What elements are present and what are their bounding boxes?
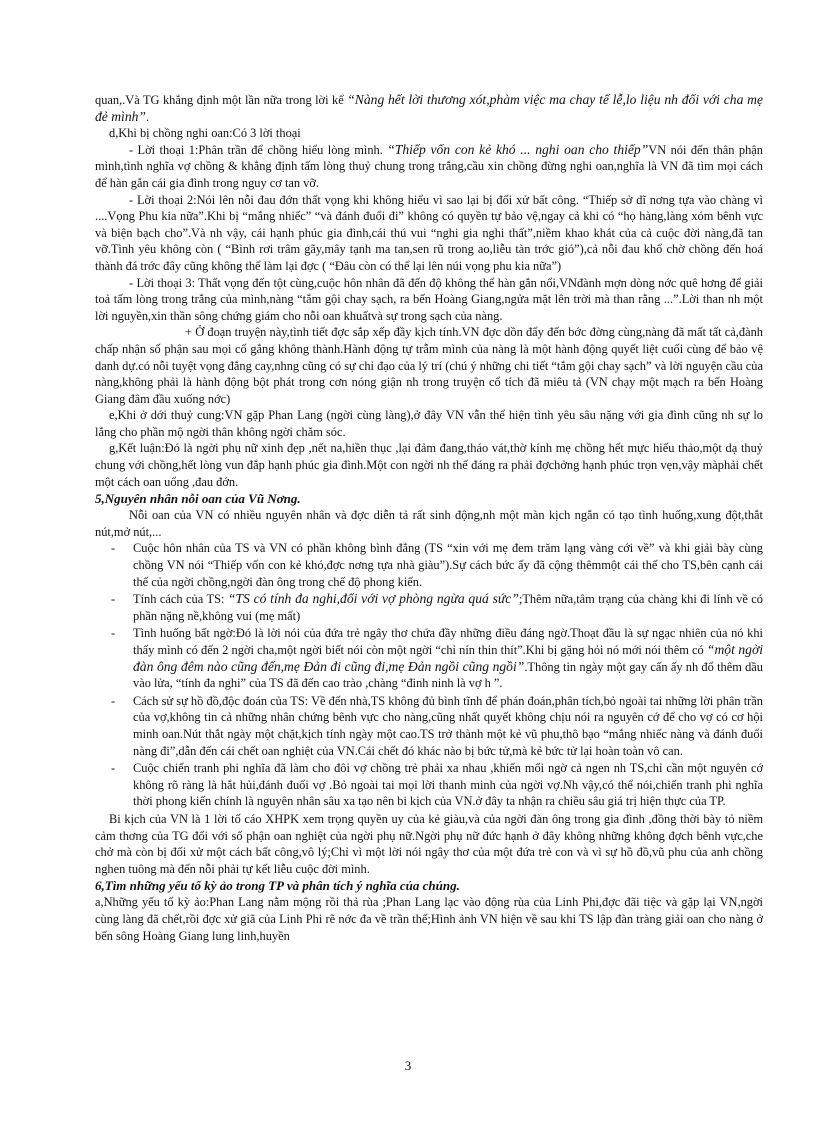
paragraph: Nỗi oan của VN có nhiều nguyên nhân và đợc diễn tả rất sinh động,nh một màn kịch ngắn có tạo tình huống,xung đột,thắt nút,mở nút,... bbox=[95, 508, 763, 539]
subsection-heading: d,Khi bị chồng nghi oan:Có 3 lời thoại bbox=[109, 126, 301, 141]
text-run: Cách sử sự hồ đồ,độc đoán của TS: Về đến nhà,TS không đủ bình tĩnh để phán đoán,phân tích,bỏ ngoài tai những lời phân trần của vợ,không tin cả những nhân chứng bênh vực cho nàng,cũng nhất quyết không chịu nói ra nguyên cớ để cho vợ có cơ hội minh oan.Nút thắt ngày một chặt,kịch tính ngày một cao.TS trở thành một kẻ vũ phu,thô bạo “mắng nhiếc nàng và đánh đuổi nàng đi”,dẫn đến cái chết oan nghiệt của VN.Cái chết đó khác nào bị bức tử,mà kẻ bức tử lại hoàn toàn vô can. bbox=[133, 693, 763, 758]
document-page bbox=[95, 92, 763, 944]
text-run: Cuộc chiến tranh phi nghĩa đã làm cho đôi vợ chồng trẻ phải xa nhau ,khiến mối ngờ cả ngen nh TS,chỉ cần một nguyên cớ không rõ ràng là hắt hủi,đánh đuổi vợ .Bỏ ngoài tai mọi lời thanh minh của ngời vợ.Nh vậy,có thể nói,chiến tranh phi nghĩa thời phong kiến chính là nguyên nhân sâu xa tạo nên bi kịch của VN.ở đây ta nhận ra chiều sâu giá trị hiện thực của TP. bbox=[133, 761, 763, 809]
section-heading-6: 6,Tìm những yếu tố kỳ ảo trong TP và phân tích ý nghĩa của chúng. bbox=[95, 878, 460, 894]
list-item bbox=[95, 760, 763, 810]
text-run: Cuộc hôn nhân của TS và VN có phần không bình đẳng (TS “xin với mẹ đem trăm lạng vàng cới về” và khi giải bày cùng chồng VN nói “Thiếp vốn con kẻ khó,đợc nơng tựa nhà giàu”).Sự cách bức ấy đã cộng thêmmột cái thế cho TS,bên cạnh cái thế của ngời chồng,ngời đàn ông trong chế độ phong kiến. bbox=[133, 541, 763, 589]
paragraph bbox=[95, 92, 763, 125]
quote-italic: “một ngời đàn ông đêm nào cũng đến,mẹ Đản đi cũng đi,mẹ Đản ngồi cũng ngồi” bbox=[133, 642, 763, 674]
page-number: 3 bbox=[404, 1058, 412, 1073]
list-item bbox=[95, 591, 763, 624]
paragraph bbox=[95, 142, 763, 192]
bullet-marker: - bbox=[111, 592, 116, 607]
list-item bbox=[95, 693, 763, 759]
section-heading-5: 5,Nguyên nhân nỗi oan của Vũ Nơng. bbox=[95, 491, 301, 507]
bullet-marker: - bbox=[111, 626, 116, 641]
text-run: Tính cách của TS: bbox=[133, 592, 228, 607]
text-run: - Lời thoại 1:Phân trần để chồng hiểu lòng mình. bbox=[129, 142, 388, 157]
paragraph: Bi kịch của VN là 1 lời tố cáo XHPK xem trọng quyền uy của kẻ giàu,và của ngời đàn ông trong gia đình ,đồng thời bày tỏ niềm cảm thơng của TG đối với số phận oan nghiệt của ngời phụ nữ.Ngời phụ nữ đức hạnh ở đây không những không đợch bênh vực,che chở mà còn bị đối xử một cách bất công,vô lý;Chỉ vì một lời nói ngây thơ của một đứa trẻ con và vì sự hồ đồ,vũ phu của anh chồng nghen tuông mà đến nỗi phải tự kết liễu cuộc đời mình. bbox=[95, 811, 763, 876]
paragraph: - Lời thoại 3: Thất vọng đến tột cùng,cuộc hôn nhân đã đến độ không thể hàn gắn nổi,VNđành mợn dòng nớc quê hơng để giải toả tấm lòng trong trắng của mình,nàng “tắm gội chay sạch, ra bến Hoàng Giang,ngửa mặt lên trời mà than rằng ...”.Lời than nh một lời nguyền,xin thần sông chứng giám cho nỗi oan khuấtvà sự trong sạch của nàng. bbox=[95, 275, 763, 323]
cause-list bbox=[95, 540, 763, 810]
list-item bbox=[95, 540, 763, 590]
text-run: . bbox=[145, 109, 150, 124]
quote-italic: “Nàng hết lời thương xót,phàm việc ma chay tế lễ,lo liệu nh đối với cha mẹ đẻ mình” bbox=[95, 92, 763, 124]
list-item bbox=[95, 625, 763, 691]
paragraph: e,Khi ở dới thuỷ cung:VN gặp Phan Lang (ngời cùng làng),ở đây VN vẫn thể hiện tình yêu sâu nặng với gia đình cũng nh sự lo lắng cho phần mộ ngời thân không ngời chăm sóc. bbox=[95, 408, 763, 439]
text-run: quan,.Và TG khẳng định một lần nữa trong lời kể bbox=[95, 93, 348, 107]
paragraph: + Ở đoạn truyện này,tình tiết đợc sắp xếp đầy kịch tính.VN đợc dồn đẩy đến bớc đờng cùng,nàng đã mất tất cả,đành chấp nhận số phận sau mọi cố gắng không thành.Hành động tự trẫm mình của nàng là một hành động quyết liệt cuối cùng để bảo vệ danh dự.có nỗi tuyệt vọng đắng cay,nhng cũng có sự chỉ đạo của lý trí (chú ý những chi tiết “tắm gội chay sạch” và lời nguyện cầu của nàng,không phải là hành động bột phát trong cơn nóng giận nh trong truyện cổ tích đã miêu tả (VN chạy một mạch ra bến Hoàng Giang đâm đầu xuống nớc) bbox=[95, 325, 763, 406]
bullet-marker: - bbox=[111, 693, 116, 708]
paragraph: g,Kết luận:Đó là ngời phụ nữ xinh đẹp ,nết na,hiền thục ,lại đảm đang,tháo vát,thờ kính mẹ chồng hết mực hiếu thảo,một dạ thuỷ chung với chồng,hết lòng vun đắp hạnh phúc gia đình.Một con ngời nh thế đáng ra phải đợchởng hạnh phúc trọn vẹn,vậy màphải chết một cách oan uổng ,đau đớn. bbox=[95, 441, 763, 489]
paragraph: a,Những yếu tố kỳ ảo:Phan Lang nằm mộng rồi thả rùa ;Phan Lang lạc vào động rùa của Linh Phi,đợc đãi tiệc và gặp lại VN,ngời cùng làng đã chết,rồi đợc xử giã của Linh Phi rẽ nớc đa về trần thế;Hình ảnh VN hiện về sau khi TS lập đàn tràng giải oan cho nàng ở bến sông Hoàng Giang lung linh,huyền bbox=[95, 895, 763, 943]
quote-italic: “Thiếp vốn con kẻ khó ... nghi oan cho thiếp” bbox=[387, 141, 649, 157]
text-run: ;Thêm nữa,tâm trạng của chàng khi đi lính về có phần nặng nề,không vui (mẹ mất) bbox=[133, 592, 763, 623]
bullet-marker: - bbox=[111, 761, 116, 776]
text-run: .Thông tin ngày một gay cấn ấy nh đổ thêm dầu vào lửa, “tính đa nghi” của TS đã đến cao trào ,chàng “đinh ninh là vợ h ”. bbox=[133, 659, 764, 691]
bullet-marker: - bbox=[111, 541, 116, 556]
text-run: VN nói đến thân phận mình,tình nghĩa vợ chồng & khẳng định tấm lòng thuỷ chung trong trắng,cầu xin chồng đừng nghi oan,nghĩa là VN đã tìm mọi cách để hàn gắn cái gia đình trong nguy cơ tan vỡ. bbox=[95, 142, 764, 190]
quote-italic: “TS có tính đa nghi,đối với vợ phòng ngừa quá sức” bbox=[227, 591, 519, 607]
text-run: Tình huống bất ngờ:Đó là lời nói của đứa trẻ ngây thơ chứa đầy những điều đáng ngờ.Thoạt đầu là sự ngạc nhiên của nó khi thấy mình có đến 2 ngời cha,một ngời biết nói còn một ngời “chỉ nín thin thít”.Khi bị gặng hỏi nó mới nói thêm có bbox=[133, 626, 763, 657]
paragraph: - Lời thoại 2:Nói lên nỗi đau đớn thất vọng khi không hiểu vì sao lại bị đối xử bất công. “Thiếp sở dĩ nơng tựa vào chàng vì ....Vọng Phu kia nữa”.Khi bị “mắng nhiếc” “và đánh đuổi đi” không có quyền tự bảo vệ,ngay cả khi có “họ hàng,làng xóm bênh vực và biện bạch cho”.Và nh vậy, cái hạnh phúc gia đình,cái thú vui “nghi gia nghi thất”,niềm khao khát của cả cuộc đời nàng,đã tan vỡ.Tình yêu không còn ( “Bình rơi trâm gãy,mây tạnh ma tan,sen rũ trong ao,liễu tàn trớc gió”),cả nỗi đau khổ chờ chồng đến hoá thành đá trớc đây cũng không thể làm lại đợc ( “Đâu còn có thể lại lên núi vọng phu kia nữa”) bbox=[95, 192, 763, 273]
